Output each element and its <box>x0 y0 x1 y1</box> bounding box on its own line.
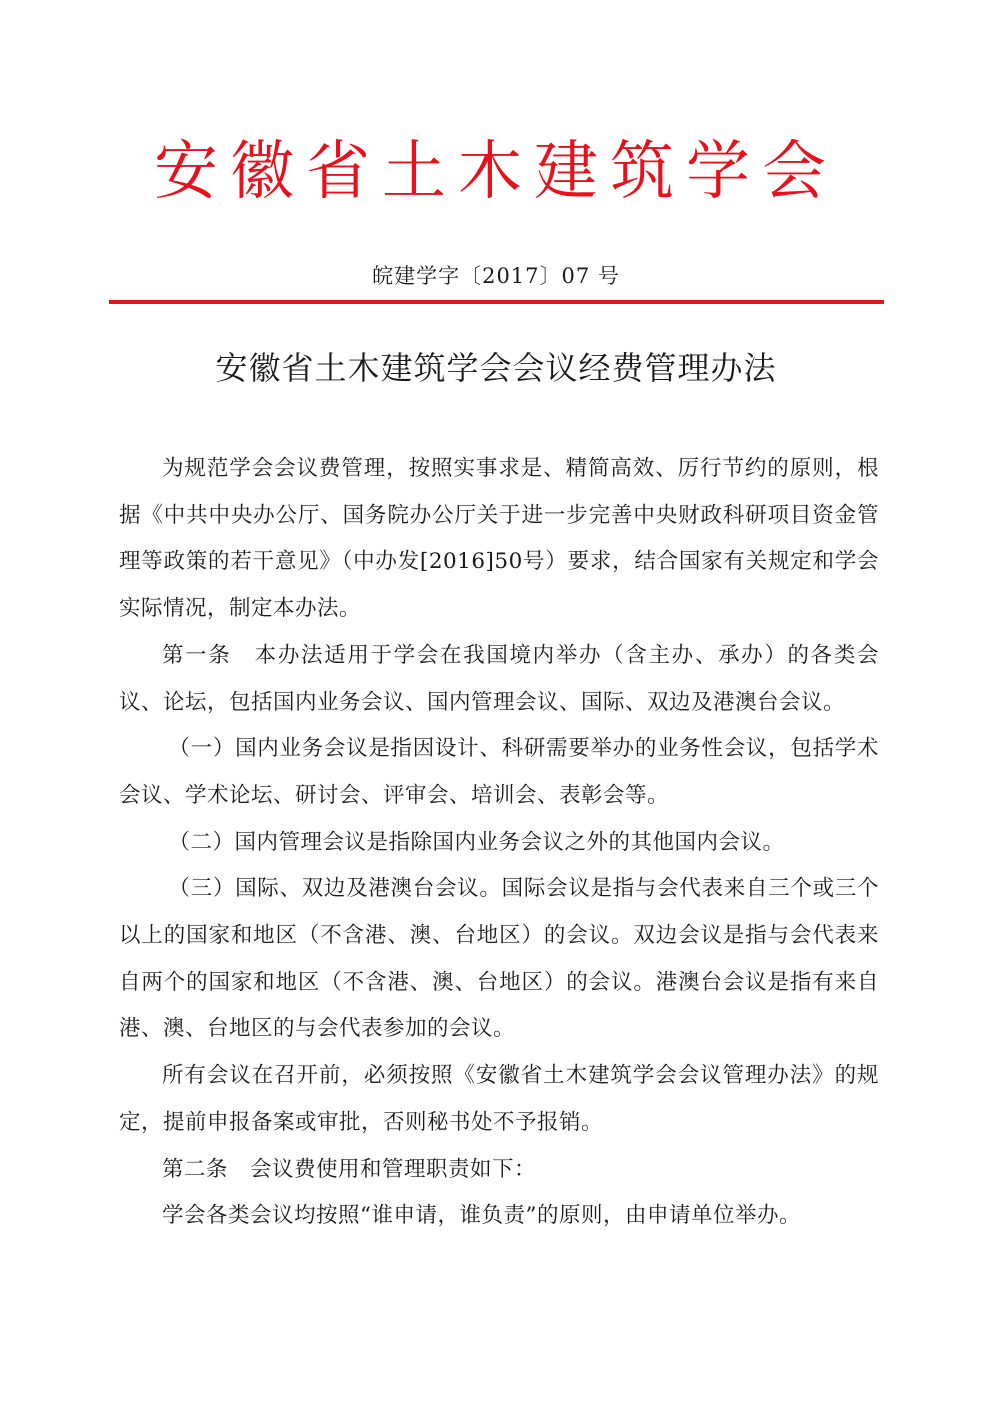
paragraph-preamble: 为规范学会会议费管理，按照实事求是、精简高效、厉行节约的原则，根据《中共中央办公厅、国务院办公厅关于进一步完善中央财政科研项目资金管理等政策的若干意见》（中办发[2016]50号）要求，结合国家有关规定和学会实际情况，制定本办法。 <box>119 456 879 622</box>
document-number: 皖建学字〔2017〕07 号 <box>372 264 620 288</box>
document-title: 安徽省土木建筑学会会议经费管理办法 <box>215 349 777 387</box>
paragraph-item-1: （一）国内业务会议是指因设计、科研需要举办的业务性会议，包括学术会议、学术论坛、研讨会、评审会、培训会、表彰会等。 <box>119 736 879 808</box>
paragraph-item-2: （二）国内管理会议是指除国内业务会议之外的其他国内会议。 <box>168 829 785 855</box>
paragraph-article-2: 第二条 会议费使用和管理职责如下： <box>162 1156 537 1182</box>
paragraph-approval-note: 所有会议在召开前，必须按照《安徽省土木建筑学会会议管理办法》的规定，提前申报备案或审批，否则秘书处不予报销。 <box>119 1063 879 1135</box>
paragraph-article-1: 第一条 本办法适用于学会在我国境内举办（含主办、承办）的各类会议、论坛，包括国内业务会议、国内管理会议、国际、双边及港澳台会议。 <box>119 642 879 715</box>
document-body <box>119 446 879 1240</box>
red-divider-line <box>109 300 884 304</box>
paragraph-item-3: （三）国际、双边及港澳台会议。国际会议是指与会代表来自三个或三个以上的国家和地区（不含港、澳、台地区）的会议。双边会议是指与会代表来自两个的国家和地区（不含港、澳、台地区）的会议。港澳台会议是指有来自港、澳、台地区的与会代表参加的会议。 <box>119 876 879 1042</box>
paragraph-responsibility: 学会各类会议均按照“谁申请，谁负责”的原则，由申请单位举办。 <box>162 1203 801 1229</box>
organization-header: 安徽省土木建筑学会 <box>154 135 838 209</box>
